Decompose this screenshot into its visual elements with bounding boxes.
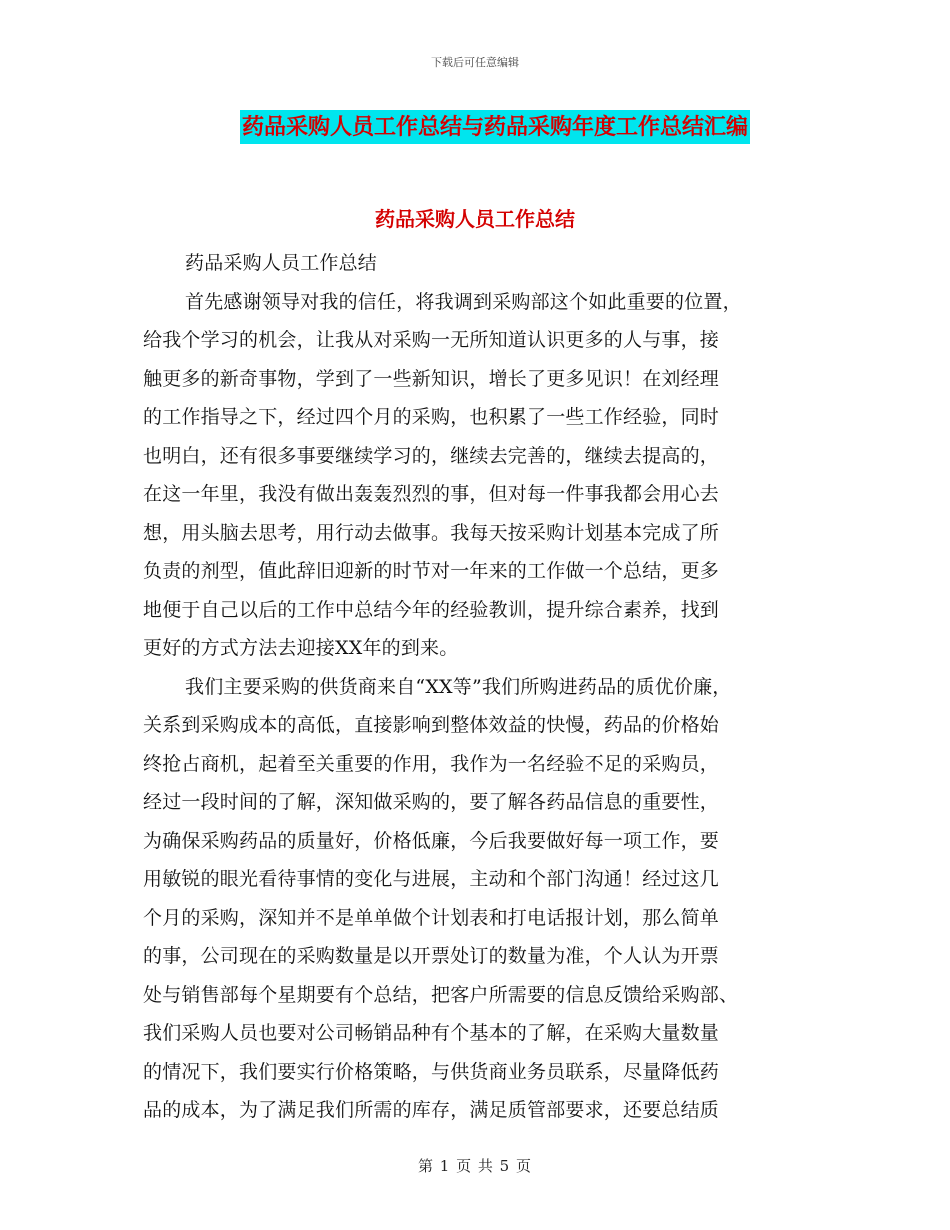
body-text-line: 终抢占商机，起着至关重要的作用，我作为一名经验不足的采购员，	[143, 752, 720, 775]
body-text-line: 给我个学习的机会，让我从对采购一无所知道认识更多的人与事，接	[143, 329, 720, 351]
body-text-line: 也明白，还有很多事要继续学习的，继续去完善的，继续去提高的，	[143, 444, 720, 467]
body-text-line: 用敏锐的眼光看待事情的变化与进展，主动和个部门沟通！经过这几	[143, 868, 720, 890]
body-text-line: 的事，公司现在的采购数量是以开票处订的数量为准，个人认为开票	[143, 945, 720, 967]
body-text-line: 负责的剂型，值此辞旧迎新的时节对一年来的工作做一个总结，更多	[143, 560, 720, 582]
body-text-line: 地便于自己以后的工作中总结今年的经验教训，提升综合素养，找到	[143, 598, 720, 621]
body-text-line: 处与销售部每个星期要有个总结，把客户所需要的信息反馈给采购部、	[143, 983, 739, 1006]
section-title: 药品采购人员工作总结	[375, 207, 575, 231]
body-text-line: 我们采购人员也要对公司畅销品种有个基本的了解，在采购大量数量	[143, 1022, 720, 1044]
body-text-line: 的情况下，我们要实行价格策略，与供货商业务员联系，尽量降低药	[143, 1060, 720, 1083]
document-body	[143, 244, 815, 1130]
body-text-line: 个月的采购，深知并不是单单做个计划表和打电话报计划，那么简单	[143, 906, 720, 929]
body-text-line: 想，用头脑去思考，用行动去做事。我每天按采购计划基本完成了所	[143, 521, 720, 544]
body-text-line: 经过一段时间的了解，深知做采购的，要了解各药品信息的重要性，	[143, 791, 720, 813]
body-text-line: 触更多的新奇事物，学到了一些新知识，增长了更多见识！在刘经理	[143, 367, 720, 390]
body-text-line: 首先感谢领导对我的信任，将我调到采购部这个如此重要的位置，	[185, 290, 742, 313]
page-header-note: 下载后可任意编辑	[431, 56, 519, 69]
body-text-line: 更好的方式方法去迎接XX年的到来。	[143, 637, 459, 659]
body-text-line: 在这一年里，我没有做出轰轰烈烈的事，但对每一件事我都会用心去	[143, 483, 720, 505]
body-text-line: 我们主要采购的供货商来自“XX等”我们所购进药品的质优价廉，	[185, 675, 732, 698]
main-title-text: 药品采购人员工作总结与药品采购年度工作总结汇编	[240, 110, 750, 144]
body-text-line: 品的成本，为了满足我们所需的库存，满足质管部要求，还要总结质	[143, 1099, 720, 1121]
body-text-line: 的工作指导之下，经过四个月的采购，也积累了一些工作经验，同时	[143, 406, 720, 428]
body-text-line: 关系到采购成本的高低，直接影响到整体效益的快慢，药品的价格始	[143, 714, 720, 736]
document-main-title	[0, 110, 950, 144]
page-number-footer: 第 1 页 共 5 页	[418, 1157, 532, 1175]
body-text-line: 为确保采购药品的质量好，价格低廉，今后我要做好每一项工作，要	[143, 829, 720, 852]
body-text-line: 药品采购人员工作总结	[185, 252, 378, 274]
